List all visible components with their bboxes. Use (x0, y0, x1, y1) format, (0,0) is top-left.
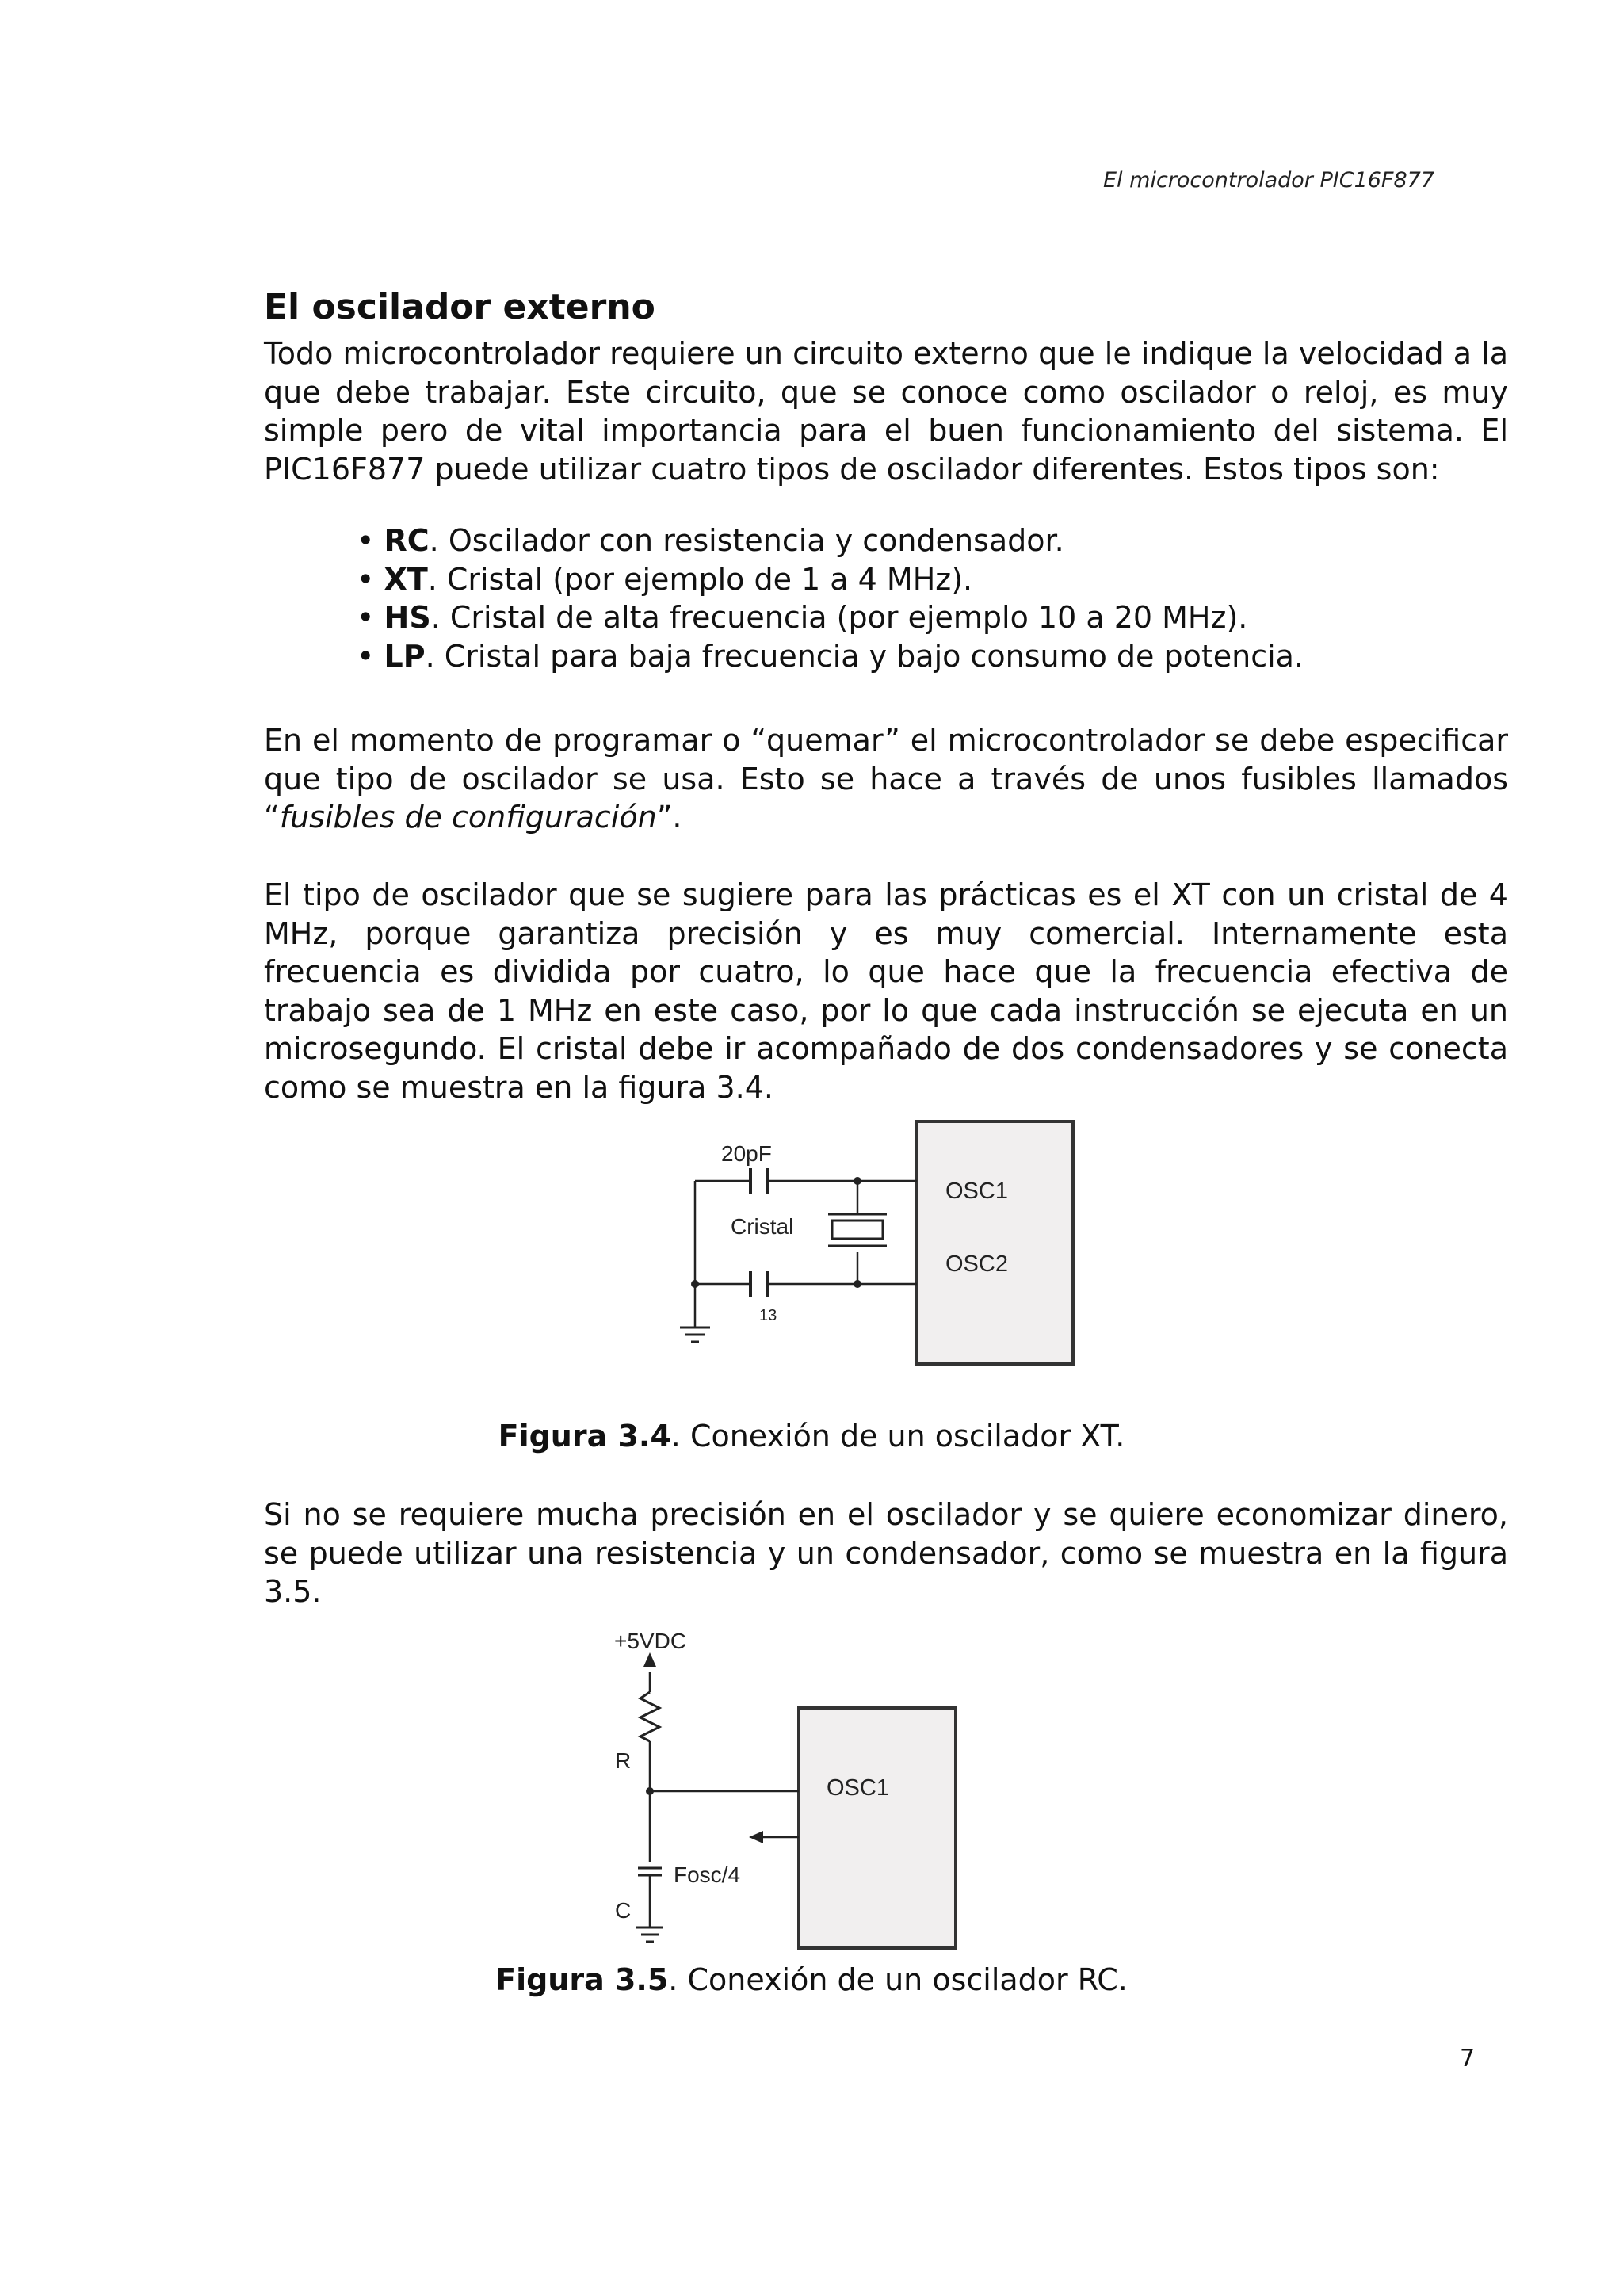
list-item: • HS. Cristal de alta frecuencia (por ejemplo 10 a 20 MHz). (357, 600, 1248, 635)
rc-paragraph: Si no se requiere mucha precisión en el oscilador y se quiere economizar dinero, se puede utilizar una resistencia y un condensador, como se muestra en la figura 3.5. (264, 1497, 1508, 1609)
fuses-paragraph: En el momento de programar o “quemar” el microcontrolador se debe especificar que tipo de oscilador se usa. Esto se hace a través de unos fusibles llamados “fusibles de configuración”. (264, 723, 1508, 835)
figure-3-4-caption: Figura 3.4. Conexión de un oscilador XT. (498, 1419, 1125, 1454)
fosc-label: Fosc/4 (674, 1862, 741, 1887)
resistor-label: R (615, 1748, 632, 1773)
osc1-label: OSC1 (827, 1775, 889, 1801)
osc2-label: OSC2 (945, 1251, 1008, 1277)
crystal-label: Cristal (731, 1214, 794, 1239)
chip-box (799, 1708, 956, 1948)
fuses-term: fusibles de configuración (279, 800, 657, 835)
section-title: El oscilador externo (264, 287, 655, 327)
supply-arrow-icon (643, 1652, 656, 1667)
page-number: 7 (1460, 2045, 1476, 2073)
resistor-icon (640, 1692, 659, 1741)
intro-paragraph: Todo microcontrolador requiere un circuito externo que le indique la velocidad a la que debe trabajar. Este circuito, que se conoce como oscilador o reloj, es muy simple pero de vital importancia para el buen funcionamiento del sistema. El PIC16F877 puede utilizar cuatro tipos de oscilador diferentes. Estos tipos son: (264, 336, 1508, 487)
pin-label: 13 (759, 1307, 777, 1324)
running-header: El microcontrolador PIC16F877 (1103, 168, 1434, 193)
fosc-arrow-icon (749, 1831, 763, 1843)
capacitor-label: C (615, 1898, 632, 1923)
cap-label: 20pF (721, 1141, 772, 1166)
list-item: • LP. Cristal para baja frecuencia y bajo consumo de potencia. (357, 638, 1304, 674)
osc1-label: OSC1 (945, 1179, 1008, 1204)
list-item: • XT. Cristal (por ejemplo de 1 a 4 MHz). (357, 561, 973, 597)
xt-paragraph: El tipo de oscilador que se sugiere para las prácticas es el XT con un cristal de 4 MHz, porque garantiza precisión y es muy comercial. Internamente esta frecuencia es dividida por cuatro, lo que hace que la frecuencia efectiva de trabajo sea de 1 MHz en este caso, por lo que cada instrucción se ejecuta en un microsegundo. El cristal debe ir acompañado de dos condensadores y se conecta como se muestra en la figura 3.4. (264, 877, 1508, 1105)
figure-3-5-caption: Figura 3.5. Conexión de un oscilador RC. (495, 1962, 1128, 1997)
list-item: • RC. Oscilador con resistencia y condensador. (357, 523, 1064, 558)
vdc-label: +5VDC (614, 1629, 687, 1653)
